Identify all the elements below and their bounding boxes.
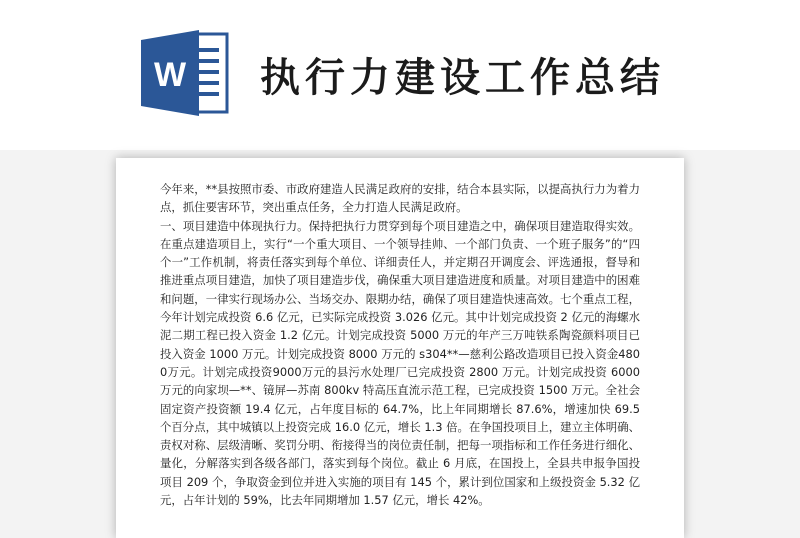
intro-paragraph: 今年来，**县按照市委、市政府建造人民满足政府的安排，结合本县实际，以提高执行力为着力点，抓住要害环节，突出重点任务，全力打造人民满足政府。	[160, 182, 640, 215]
section-paragraph: 一、项目建造中体现执行力。保持把执行力贯穿到每个项目建造之中，确保项目建造取得实效。在重点建造项目上，实行“一个重大项目、一个领导挂帅、一个部门负责、一个班子服务”的“四个一”工作机制，将责任落实到每个单位、详细责任人，并定期召开调度会、评选通报，督导和推进重点项目建造，加快了项目建造步伐，确保重大项目建造进度和质量。对项目建造中的困难和问题，一律实行现场办公、当场交办、限期办结，确保了项目建造快速高效。七个重点工程，今年计划完成投资 6.6 亿元，已实际完成投资 3.026 亿元。其中计划完成投资 2 亿元的海螺水泥二期工程已投入资金 1.2 亿元。计划完成投资 5000 万元的年产三万吨铁系陶瓷颜料项目已投入资金 1000 万元。计划完成投资 8000 万元的 s304**—慈利公路改造项目已投入资金4800万元。计划完成投资9000万元的县污水处理厂已完成投资 2800 万元。计划完成投资 6000 万元的向家坝—**、镜屏—苏南 800kv 特高压直流示范工程，已完成投资 1500 万元。全社会固定资产投资额 19.4 亿元，占年度目标的 64.7%，比上年同期增长 87.6%，增速加快 69.5 个百分点，其中城镇以上投资完成 16.0 亿元，增长 1.3 倍。在争国投项目上，建立主体明确、责权对称、层级清晰、奖罚分明、衔接得当的岗位责任制，把每一项指标和工作任务进行细化、量化，分解落实到各级各部门，落实到每个岗位。截止 6 月底，在国投上，全县共申报争国投项目 209 个，争取资金到位并进入实施的项目有 145 个，累计到位国家和上级投资金 5.32 亿元，占年计划的 59%，比去年同期增加 1.57 亿元，增长 42%。	[160, 218, 640, 508]
document-page	[116, 158, 684, 538]
page-title: 执行力建设工作总结	[260, 55, 665, 101]
word-document-icon	[139, 30, 233, 116]
header-banner	[0, 0, 800, 150]
word-icon-letter: W	[153, 56, 187, 94]
document-body	[160, 180, 640, 509]
